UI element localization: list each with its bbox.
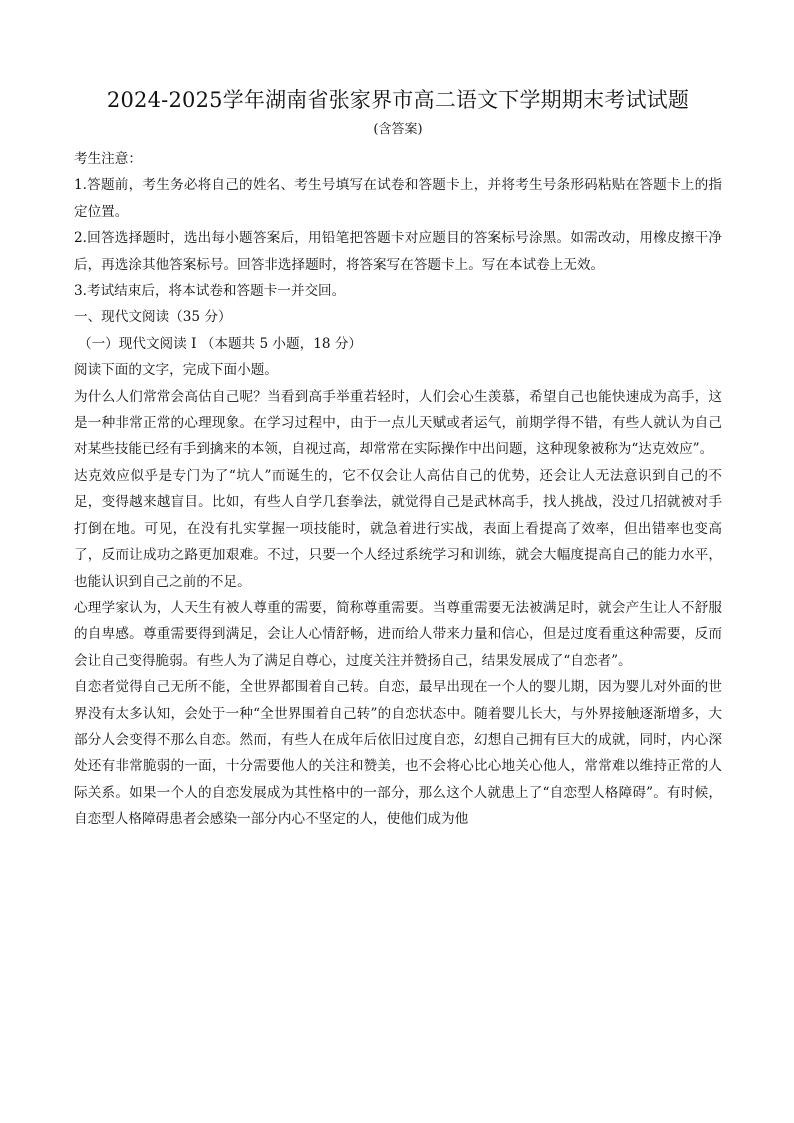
section-heading: 一、现代文阅读（35 分） bbox=[74, 309, 232, 326]
notice-item: 1.答题前，考生务必将自己的姓名、考生号填写在试卷和答题卡上，并将考生号条形码粘贴在答题卡上的指定位置。 bbox=[74, 177, 722, 220]
subsection-heading: （一）现代文阅读 I （本题共 5 小题，18 分） bbox=[78, 335, 363, 352]
document-subtitle: (含答案) bbox=[373, 122, 423, 137]
reading-instruction: 阅读下面的文字，完成下面小题。 bbox=[74, 362, 278, 379]
passage-paragraph: 为什么人们常常会高估自己呢？当看到高手举重若轻时，人们会心生羡慕，希望自己也能快速成为高手，这是一种非常正常的心理现象。在学习过程中，由于一点儿天赋或者运气，前期学得不错，有些人就认为自己对某些技能已经有手到擒来的本领，自视过高，却常常在实际操作中出问题，这种现象被称为“达克效应”。 bbox=[74, 388, 722, 458]
notice-item: 3.考试结束后，将本试卷和答题卡一并交回。 bbox=[74, 283, 346, 300]
passage-paragraph: 达克效应似乎是专门为了“坑人”而诞生的，它不仅会让人高估自己的优势，还会让人无法意识到自己的不足，变得越来越盲目。比如，有些人自学几套拳法，就觉得自己是武林高手，找人挑战，没过几招就被对手打倒在地。可见，在没有扎实掌握一项技能时，就急着进行实战，表面上看提高了效率，但出错率也变高了，反而让成功之路更加艰难。不过，只要一个人经过系统学习和训练，就会大幅度提高自己的能力水平，也能认识到自己之前的不足。 bbox=[74, 467, 722, 590]
notice-item: 2.回答选择题时，选出每小题答案后，用铅笔把答题卡对应题目的答案标号涂黑。如需改动，用橡皮擦干净后，再选涂其他答案标号。回答非选择题时，将答案写在答题卡上。写在本试卷上无效。 bbox=[74, 230, 722, 273]
document-title: 2024-2025学年湖南省张家界市高二语文下学期期末考试试题 bbox=[106, 88, 690, 112]
passage-paragraph: 自恋者觉得自己无所不能，全世界都围着自己转。自恋，最早出现在一个人的婴儿期，因为婴儿对外面的世界没有太多认知，会处于一种“全世界围着自己转”的自恋状态中。随着婴儿长大，与外界接触逐渐增多，大部分人会变得不那么自恋。然而，有些人在成年后依旧过度自恋，幻想自己拥有巨大的成就，同时，内心深处还有非常脆弱的一面，十分需要他人的关注和赞美，也不会将心比心地关心他人，常常难以维持正常的人际关系。如果一个人的自恋发展成为其性格中的一部分，那么这个人就患上了“自恋型人格障碍”。有时候，自恋型人格障碍患者会感染一部分内心不坚定的人，使他们成为他 bbox=[74, 679, 722, 828]
notice-heading: 考生注意： bbox=[74, 151, 142, 167]
passage-paragraph: 心理学家认为，人天生有被人尊重的需要，简称尊重需要。当尊重需要无法被满足时，就会产生让人不舒服的自卑感。尊重需要得到满足，会让人心情舒畅，进而给人带来力量和信心，但是过度看重这种需要，反而会让自己变得脆弱。有些人为了满足自尊心，过度关注并赞扬自己，结果发展成了“自恋者”。 bbox=[74, 599, 722, 669]
